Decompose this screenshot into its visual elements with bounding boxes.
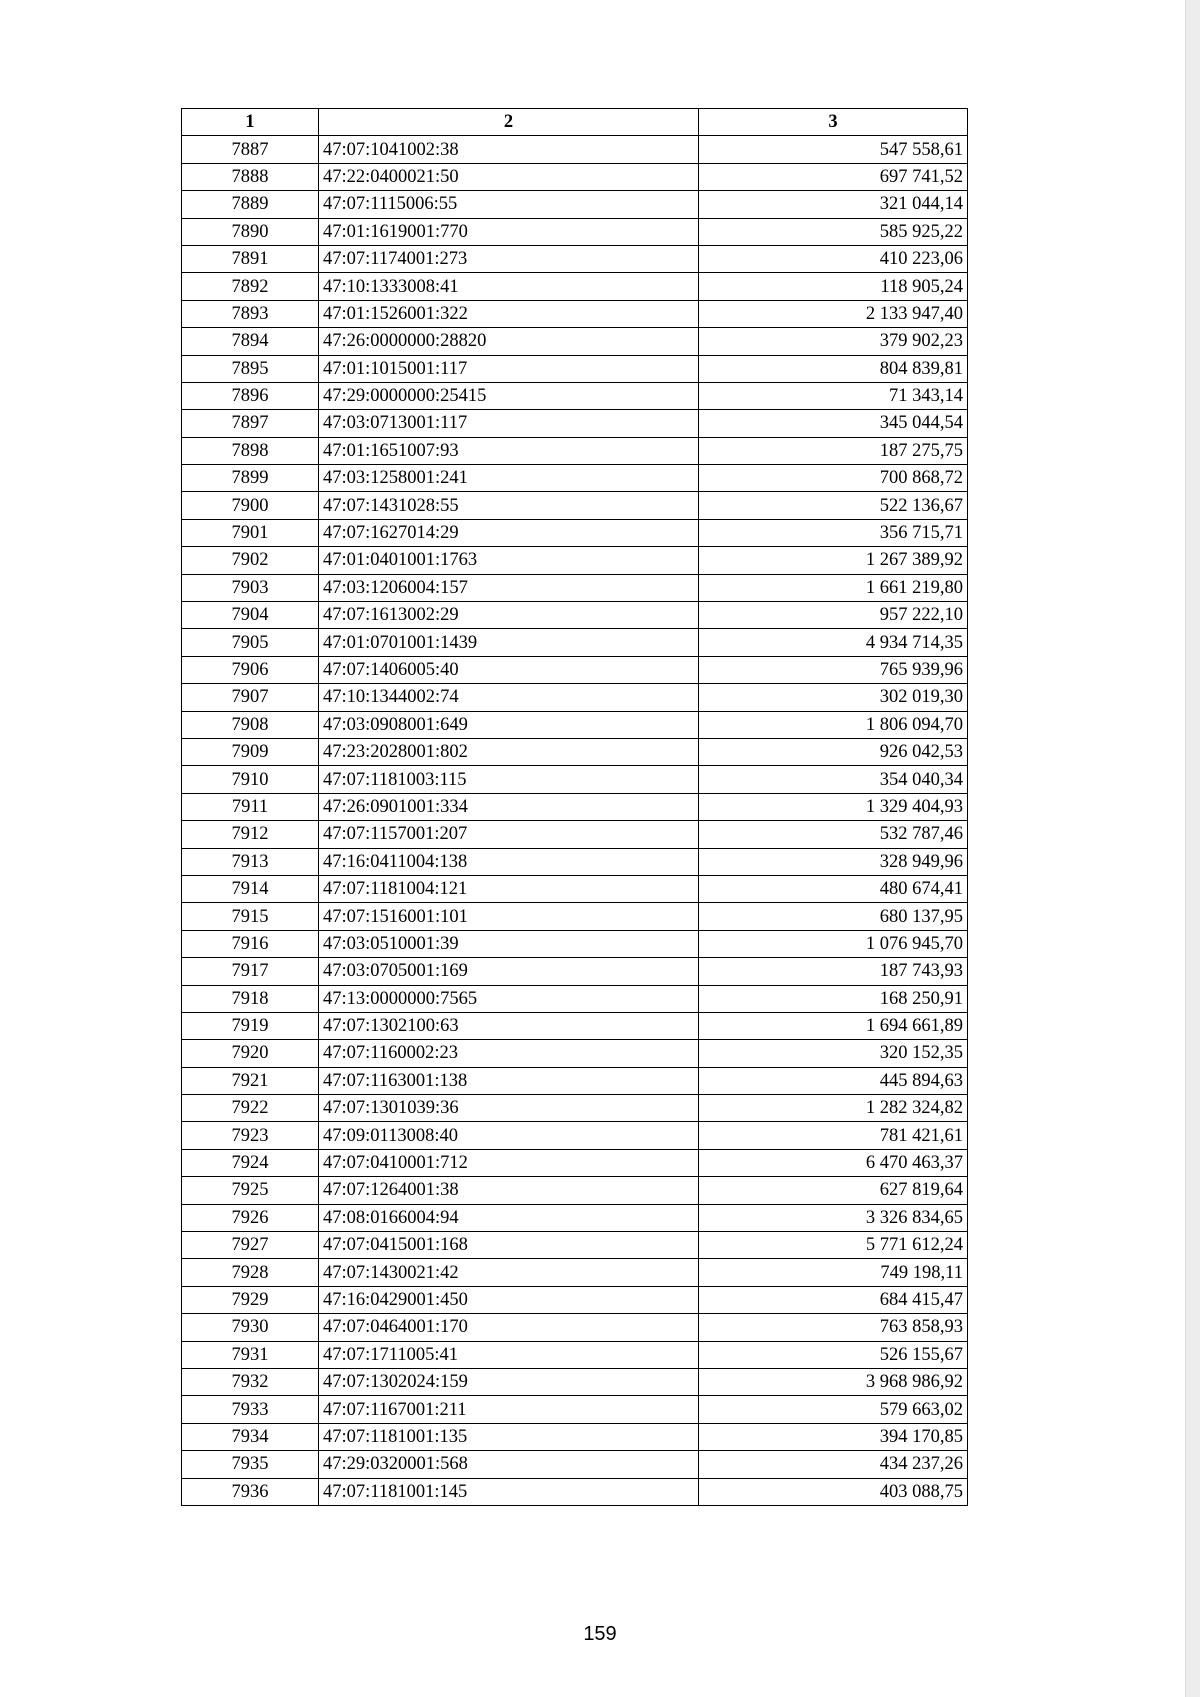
table-row xyxy=(182,848,968,875)
row-number-cell: 7936 xyxy=(182,1478,319,1505)
value-cell: 1 806 094,70 xyxy=(699,711,968,738)
cadastral-number-cell: 47:07:1302024:159 xyxy=(319,1368,699,1395)
cadastral-number-cell: 47:26:0901001:334 xyxy=(319,793,699,820)
value-cell: 445 894,63 xyxy=(699,1067,968,1094)
cadastral-number-cell: 47:03:0713001:117 xyxy=(319,410,699,437)
table-row xyxy=(182,382,968,409)
table-row xyxy=(182,821,968,848)
table-row xyxy=(182,1286,968,1313)
table-row xyxy=(182,191,968,218)
table-row xyxy=(182,1067,968,1094)
cadastral-number-cell: 47:01:0701001:1439 xyxy=(319,629,699,656)
table-row xyxy=(182,300,968,327)
table-row xyxy=(182,711,968,738)
row-number-cell: 7916 xyxy=(182,930,319,957)
value-cell: 585 925,22 xyxy=(699,218,968,245)
cadastral-number-cell: 47:07:0464001:170 xyxy=(319,1314,699,1341)
value-cell: 356 715,71 xyxy=(699,519,968,546)
table-row xyxy=(182,958,968,985)
cadastral-number-cell: 47:07:1302100:63 xyxy=(319,1012,699,1039)
table-row xyxy=(182,273,968,300)
row-number-cell: 7923 xyxy=(182,1122,319,1149)
table-row xyxy=(182,656,968,683)
row-number-cell: 7930 xyxy=(182,1314,319,1341)
cadastral-number-cell: 47:07:1613002:29 xyxy=(319,602,699,629)
row-number-cell: 7920 xyxy=(182,1040,319,1067)
cadastral-number-cell: 47:07:1181001:135 xyxy=(319,1423,699,1450)
value-cell: 354 040,34 xyxy=(699,766,968,793)
value-cell: 522 136,67 xyxy=(699,492,968,519)
row-number-cell: 7927 xyxy=(182,1232,319,1259)
row-number-cell: 7892 xyxy=(182,273,319,300)
table-row xyxy=(182,1451,968,1478)
row-number-cell: 7934 xyxy=(182,1423,319,1450)
table-row xyxy=(182,629,968,656)
column-header-3: 3 xyxy=(699,109,968,136)
cadastral-number-cell: 47:07:1115006:55 xyxy=(319,191,699,218)
cadastral-number-cell: 47:07:1711005:41 xyxy=(319,1341,699,1368)
table-row xyxy=(182,1396,968,1423)
cadastral-number-cell: 47:07:1406005:40 xyxy=(319,656,699,683)
value-cell: 345 044,54 xyxy=(699,410,968,437)
row-number-cell: 7925 xyxy=(182,1177,319,1204)
row-number-cell: 7910 xyxy=(182,766,319,793)
table-row xyxy=(182,163,968,190)
row-number-cell: 7931 xyxy=(182,1341,319,1368)
row-number-cell: 7918 xyxy=(182,985,319,1012)
row-number-cell: 7924 xyxy=(182,1149,319,1176)
value-cell: 5 771 612,24 xyxy=(699,1232,968,1259)
row-number-cell: 7909 xyxy=(182,738,319,765)
value-cell: 532 787,46 xyxy=(699,821,968,848)
table-row xyxy=(182,410,968,437)
column-header-1: 1 xyxy=(182,109,319,136)
value-cell: 684 415,47 xyxy=(699,1286,968,1313)
value-cell: 957 222,10 xyxy=(699,602,968,629)
table-row xyxy=(182,1149,968,1176)
header-row xyxy=(182,109,968,136)
cadastral-number-cell: 47:07:1181004:121 xyxy=(319,875,699,902)
cadastral-number-cell: 47:07:1431028:55 xyxy=(319,492,699,519)
value-cell: 394 170,85 xyxy=(699,1423,968,1450)
table-row xyxy=(182,738,968,765)
table-row xyxy=(182,793,968,820)
row-number-cell: 7889 xyxy=(182,191,319,218)
table-row xyxy=(182,1341,968,1368)
value-cell: 1 076 945,70 xyxy=(699,930,968,957)
table-row xyxy=(182,684,968,711)
value-cell: 526 155,67 xyxy=(699,1341,968,1368)
cadastral-number-cell: 47:07:1160002:23 xyxy=(319,1040,699,1067)
cadastral-number-cell: 47:07:1174001:273 xyxy=(319,245,699,272)
value-cell: 403 088,75 xyxy=(699,1478,968,1505)
page-edge xyxy=(1185,0,1200,1697)
table-row xyxy=(182,602,968,629)
table-row xyxy=(182,903,968,930)
cadastral-number-cell: 47:03:0908001:649 xyxy=(319,711,699,738)
table-row xyxy=(182,1232,968,1259)
row-number-cell: 7902 xyxy=(182,547,319,574)
value-cell: 187 275,75 xyxy=(699,437,968,464)
value-cell: 763 858,93 xyxy=(699,1314,968,1341)
cadastral-number-cell: 47:16:0429001:450 xyxy=(319,1286,699,1313)
table-row xyxy=(182,875,968,902)
table-row xyxy=(182,355,968,382)
table-row xyxy=(182,1122,968,1149)
row-number-cell: 7919 xyxy=(182,1012,319,1039)
table-row xyxy=(182,218,968,245)
row-number-cell: 7891 xyxy=(182,245,319,272)
cadastral-number-cell: 47:01:1526001:322 xyxy=(319,300,699,327)
row-number-cell: 7926 xyxy=(182,1204,319,1231)
value-cell: 804 839,81 xyxy=(699,355,968,382)
value-cell: 1 282 324,82 xyxy=(699,1095,968,1122)
cadastral-number-cell: 47:09:0113008:40 xyxy=(319,1122,699,1149)
cadastral-number-cell: 47:07:1264001:38 xyxy=(319,1177,699,1204)
value-cell: 700 868,72 xyxy=(699,465,968,492)
row-number-cell: 7907 xyxy=(182,684,319,711)
row-number-cell: 7899 xyxy=(182,465,319,492)
row-number-cell: 7932 xyxy=(182,1368,319,1395)
row-number-cell: 7898 xyxy=(182,437,319,464)
cadastral-number-cell: 47:07:0410001:712 xyxy=(319,1149,699,1176)
row-number-cell: 7935 xyxy=(182,1451,319,1478)
table-row xyxy=(182,1259,968,1286)
cadastral-number-cell: 47:01:0401001:1763 xyxy=(319,547,699,574)
cadastral-number-cell: 47:07:1181003:115 xyxy=(319,766,699,793)
row-number-cell: 7911 xyxy=(182,793,319,820)
value-cell: 1 694 661,89 xyxy=(699,1012,968,1039)
value-cell: 1 661 219,80 xyxy=(699,574,968,601)
table-row xyxy=(182,1204,968,1231)
row-number-cell: 7887 xyxy=(182,136,319,163)
table-row xyxy=(182,437,968,464)
cadastral-number-cell: 47:07:1516001:101 xyxy=(319,903,699,930)
value-cell: 697 741,52 xyxy=(699,163,968,190)
cadastral-number-cell: 47:29:0320001:568 xyxy=(319,1451,699,1478)
table-row xyxy=(182,985,968,1012)
cadastral-number-cell: 47:07:1167001:211 xyxy=(319,1396,699,1423)
table-row xyxy=(182,1040,968,1067)
value-cell: 118 905,24 xyxy=(699,273,968,300)
cadastral-number-cell: 47:03:1258001:241 xyxy=(319,465,699,492)
row-number-cell: 7896 xyxy=(182,382,319,409)
row-number-cell: 7933 xyxy=(182,1396,319,1423)
row-number-cell: 7908 xyxy=(182,711,319,738)
row-number-cell: 7903 xyxy=(182,574,319,601)
value-cell: 2 133 947,40 xyxy=(699,300,968,327)
row-number-cell: 7922 xyxy=(182,1095,319,1122)
cadastral-number-cell: 47:23:2028001:802 xyxy=(319,738,699,765)
cadastral-number-cell: 47:07:0415001:168 xyxy=(319,1232,699,1259)
cadastral-number-cell: 47:03:0510001:39 xyxy=(319,930,699,957)
table-row xyxy=(182,1177,968,1204)
table-row xyxy=(182,519,968,546)
value-cell: 4 934 714,35 xyxy=(699,629,968,656)
cadastral-number-cell: 47:01:1619001:770 xyxy=(319,218,699,245)
table-row xyxy=(182,1095,968,1122)
value-cell: 3 968 986,92 xyxy=(699,1368,968,1395)
value-cell: 302 019,30 xyxy=(699,684,968,711)
value-cell: 187 743,93 xyxy=(699,958,968,985)
table-row xyxy=(182,930,968,957)
value-cell: 320 152,35 xyxy=(699,1040,968,1067)
value-cell: 480 674,41 xyxy=(699,875,968,902)
column-header-2: 2 xyxy=(319,109,699,136)
row-number-cell: 7915 xyxy=(182,903,319,930)
value-cell: 765 939,96 xyxy=(699,656,968,683)
table-row xyxy=(182,136,968,163)
cadastral-number-cell: 47:10:1333008:41 xyxy=(319,273,699,300)
cadastral-number-cell: 47:07:1430021:42 xyxy=(319,1259,699,1286)
cadastral-number-cell: 47:10:1344002:74 xyxy=(319,684,699,711)
table-row xyxy=(182,1314,968,1341)
value-cell: 379 902,23 xyxy=(699,328,968,355)
cadastral-number-cell: 47:03:1206004:157 xyxy=(319,574,699,601)
value-cell: 71 343,14 xyxy=(699,382,968,409)
table-row xyxy=(182,1012,968,1039)
cadastral-number-cell: 47:22:0400021:50 xyxy=(319,163,699,190)
cadastral-number-cell: 47:13:0000000:7565 xyxy=(319,985,699,1012)
table-row xyxy=(182,574,968,601)
value-cell: 168 250,91 xyxy=(699,985,968,1012)
value-cell: 680 137,95 xyxy=(699,903,968,930)
value-cell: 1 267 389,92 xyxy=(699,547,968,574)
table-row xyxy=(182,492,968,519)
value-cell: 434 237,26 xyxy=(699,1451,968,1478)
table-row xyxy=(182,547,968,574)
row-number-cell: 7921 xyxy=(182,1067,319,1094)
cadastral-number-cell: 47:07:1181001:145 xyxy=(319,1478,699,1505)
row-number-cell: 7894 xyxy=(182,328,319,355)
table-row xyxy=(182,328,968,355)
cadastral-number-cell: 47:16:0411004:138 xyxy=(319,848,699,875)
data-table xyxy=(181,108,968,1506)
page-number: 159 xyxy=(583,1623,617,1645)
row-number-cell: 7912 xyxy=(182,821,319,848)
cadastral-number-cell: 47:03:0705001:169 xyxy=(319,958,699,985)
value-cell: 3 326 834,65 xyxy=(699,1204,968,1231)
value-cell: 749 198,11 xyxy=(699,1259,968,1286)
table-row xyxy=(182,1423,968,1450)
cadastral-number-cell: 47:08:0166004:94 xyxy=(319,1204,699,1231)
row-number-cell: 7917 xyxy=(182,958,319,985)
row-number-cell: 7914 xyxy=(182,875,319,902)
row-number-cell: 7897 xyxy=(182,410,319,437)
row-number-cell: 7890 xyxy=(182,218,319,245)
row-number-cell: 7913 xyxy=(182,848,319,875)
row-number-cell: 7929 xyxy=(182,1286,319,1313)
value-cell: 410 223,06 xyxy=(699,245,968,272)
row-number-cell: 7895 xyxy=(182,355,319,382)
row-number-cell: 7905 xyxy=(182,629,319,656)
table-row xyxy=(182,465,968,492)
cadastral-number-cell: 47:07:1157001:207 xyxy=(319,821,699,848)
row-number-cell: 7901 xyxy=(182,519,319,546)
cadastral-number-cell: 47:01:1015001:117 xyxy=(319,355,699,382)
table-row xyxy=(182,1478,968,1505)
value-cell: 6 470 463,37 xyxy=(699,1149,968,1176)
row-number-cell: 7888 xyxy=(182,163,319,190)
table-row xyxy=(182,1368,968,1395)
row-number-cell: 7928 xyxy=(182,1259,319,1286)
cadastral-number-cell: 47:26:0000000:28820 xyxy=(319,328,699,355)
table-body xyxy=(182,136,968,1506)
table-row xyxy=(182,766,968,793)
value-cell: 321 044,14 xyxy=(699,191,968,218)
value-cell: 926 042,53 xyxy=(699,738,968,765)
value-cell: 328 949,96 xyxy=(699,848,968,875)
cadastral-number-cell: 47:07:1163001:138 xyxy=(319,1067,699,1094)
cadastral-number-cell: 47:01:1651007:93 xyxy=(319,437,699,464)
row-number-cell: 7906 xyxy=(182,656,319,683)
value-cell: 1 329 404,93 xyxy=(699,793,968,820)
row-number-cell: 7893 xyxy=(182,300,319,327)
cadastral-number-cell: 47:07:1627014:29 xyxy=(319,519,699,546)
value-cell: 579 663,02 xyxy=(699,1396,968,1423)
cadastral-number-cell: 47:07:1301039:36 xyxy=(319,1095,699,1122)
row-number-cell: 7904 xyxy=(182,602,319,629)
cadastral-number-cell: 47:07:1041002:38 xyxy=(319,136,699,163)
value-cell: 547 558,61 xyxy=(699,136,968,163)
value-cell: 781 421,61 xyxy=(699,1122,968,1149)
cadastral-number-cell: 47:29:0000000:25415 xyxy=(319,382,699,409)
table-row xyxy=(182,245,968,272)
row-number-cell: 7900 xyxy=(182,492,319,519)
value-cell: 627 819,64 xyxy=(699,1177,968,1204)
